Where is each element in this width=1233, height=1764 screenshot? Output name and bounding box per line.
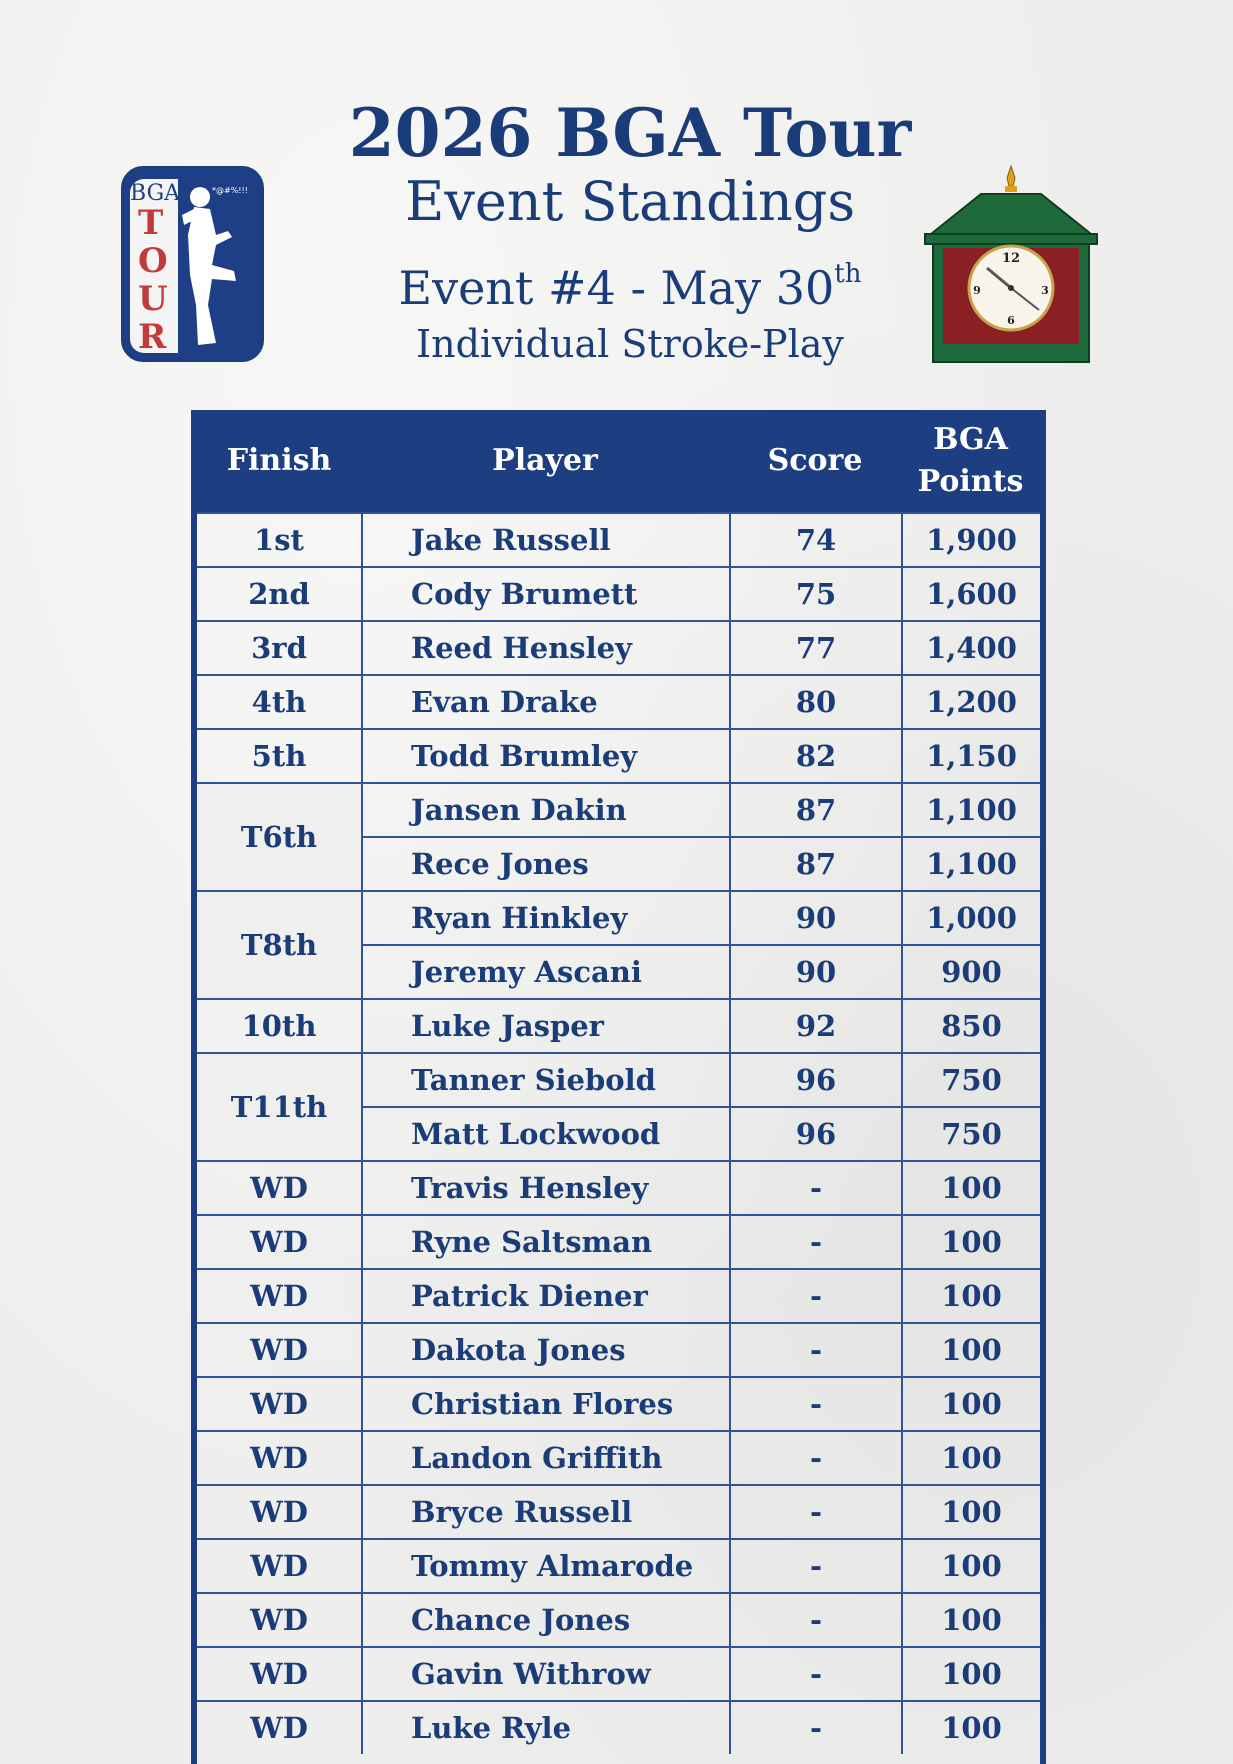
header-finish: Finish: [226, 443, 332, 478]
header-points: [901, 410, 1040, 512]
finish-cell: WD: [250, 1333, 308, 1367]
score-cell: -: [729, 1216, 901, 1268]
event-name: Event #4 - May 30: [398, 261, 835, 315]
score-cell: -: [729, 1486, 901, 1538]
table-row: [197, 728, 1040, 782]
score-cell: -: [729, 1378, 901, 1430]
standings-table: [191, 410, 1046, 1764]
clock-number-9: 9: [973, 284, 981, 297]
clock-tower-icon: [921, 164, 1101, 364]
event-suffix: th: [834, 259, 862, 289]
points-cell: 100: [901, 1702, 1040, 1754]
points-cell: 1,200: [901, 676, 1040, 728]
points-cell: 850: [901, 1000, 1040, 1052]
points-cell: 100: [901, 1486, 1040, 1538]
points-cell: 1,100: [901, 784, 1040, 836]
event-line: [330, 242, 930, 320]
table-row: [197, 1538, 1040, 1592]
points-cell: 1,600: [901, 568, 1040, 620]
logo-letter-u: U: [138, 279, 168, 319]
table-row: [197, 620, 1040, 674]
golfer-silhouette-icon: [176, 175, 262, 357]
finish-cell: WD: [250, 1711, 308, 1745]
points-cell: 1,400: [901, 622, 1040, 674]
logo-speech-text: *@#%!!!: [212, 186, 248, 195]
finish-cell: 4th: [251, 685, 307, 719]
score-cell: -: [729, 1594, 901, 1646]
table-row: [197, 674, 1040, 728]
finish-cell: WD: [250, 1387, 308, 1421]
points-cell: 100: [901, 1378, 1040, 1430]
table-row: [197, 1268, 1040, 1322]
points-cell: 100: [901, 1432, 1040, 1484]
finish-cell: 5th: [251, 739, 307, 773]
score-cell: 96: [729, 1054, 901, 1106]
finish-cell: WD: [250, 1495, 308, 1529]
finish-cell: WD: [250, 1603, 308, 1637]
player-cell: Ryan Hinkley: [361, 892, 729, 944]
table-row: [197, 1430, 1040, 1484]
finish-cell: 3rd: [251, 631, 307, 665]
score-cell: -: [729, 1432, 901, 1484]
points-cell: 900: [901, 946, 1040, 998]
player-cell: Patrick Diener: [361, 1270, 729, 1322]
clock-number-3: 3: [1041, 284, 1049, 297]
player-cell: Matt Lockwood: [361, 1108, 729, 1160]
player-cell: Jeremy Ascani: [361, 946, 729, 998]
points-cell: 1,150: [901, 730, 1040, 782]
player-cell: Landon Griffith: [361, 1432, 729, 1484]
finish-cell: WD: [250, 1549, 308, 1583]
score-cell: -: [729, 1324, 901, 1376]
finish-cell: 2nd: [248, 577, 310, 611]
page-title: 2026 BGA Tour: [348, 94, 912, 172]
logo-letter-o: O: [138, 241, 168, 281]
score-cell: 90: [729, 892, 901, 944]
points-cell: 100: [901, 1216, 1040, 1268]
clock-number-6: 6: [1007, 314, 1015, 327]
player-cell: Gavin Withrow: [361, 1648, 729, 1700]
finish-cell: WD: [250, 1441, 308, 1475]
player-cell: Luke Jasper: [361, 1000, 729, 1052]
points-cell: 1,900: [901, 514, 1040, 566]
table-row: [197, 1214, 1040, 1268]
score-cell: 92: [729, 1000, 901, 1052]
finish-cell: WD: [250, 1225, 308, 1259]
tied-finish-cell: T8th: [197, 892, 361, 998]
clock-number-12: 12: [1001, 251, 1021, 266]
table-header: [197, 410, 1040, 512]
player-cell: Evan Drake: [361, 676, 729, 728]
tied-finish-cell: T11th: [197, 1054, 361, 1160]
points-cell: 750: [901, 1108, 1040, 1160]
points-cell: 100: [901, 1648, 1040, 1700]
tied-finish-cell: T6th: [197, 784, 361, 890]
score-cell: 90: [729, 946, 901, 998]
player-cell: Ryne Saltsman: [361, 1216, 729, 1268]
score-cell: 77: [729, 622, 901, 674]
header-points-label: BGA Points: [917, 422, 1024, 499]
points-cell: 100: [901, 1594, 1040, 1646]
header-score: Score: [767, 443, 863, 478]
player-cell: Rece Jones: [361, 838, 729, 890]
score-cell: -: [729, 1540, 901, 1592]
player-cell: Jansen Dakin: [361, 784, 729, 836]
logo-letter-t: T: [138, 203, 164, 243]
score-cell: 80: [729, 676, 901, 728]
table-row: [197, 1700, 1040, 1754]
bga-tour-logo: [121, 166, 264, 362]
points-cell: 1,100: [901, 838, 1040, 890]
score-cell: 96: [729, 1108, 901, 1160]
score-cell: -: [729, 1270, 901, 1322]
score-cell: 82: [729, 730, 901, 782]
points-cell: 100: [901, 1324, 1040, 1376]
table-row: [197, 512, 1040, 566]
points-cell: 100: [901, 1162, 1040, 1214]
event-format: Individual Stroke-Play: [416, 322, 844, 366]
finish-cell: 1st: [254, 523, 304, 557]
points-cell: 750: [901, 1054, 1040, 1106]
table-row: [197, 1376, 1040, 1430]
player-cell: Christian Flores: [361, 1378, 729, 1430]
points-cell: 100: [901, 1540, 1040, 1592]
logo-bga-text: BGA: [130, 181, 181, 206]
player-cell: Tommy Almarode: [361, 1540, 729, 1592]
player-cell: Bryce Russell: [361, 1486, 729, 1538]
score-cell: -: [729, 1702, 901, 1754]
title-block: [330, 94, 930, 368]
player-cell: Todd Brumley: [361, 730, 729, 782]
player-cell: Chance Jones: [361, 1594, 729, 1646]
table-row: [197, 1322, 1040, 1376]
player-cell: Dakota Jones: [361, 1324, 729, 1376]
score-cell: 87: [729, 838, 901, 890]
score-cell: 87: [729, 784, 901, 836]
player-cell: Jake Russell: [361, 514, 729, 566]
score-cell: 74: [729, 514, 901, 566]
score-cell: 75: [729, 568, 901, 620]
table-row: [197, 998, 1040, 1052]
table-row: [197, 1646, 1040, 1700]
finish-cell: WD: [250, 1657, 308, 1691]
player-cell: Cody Brumett: [361, 568, 729, 620]
finish-cell: WD: [250, 1279, 308, 1313]
score-cell: -: [729, 1162, 901, 1214]
score-cell: -: [729, 1648, 901, 1700]
logo-letter-r: R: [138, 317, 167, 357]
player-cell: Luke Ryle: [361, 1702, 729, 1754]
player-cell: Reed Hensley: [361, 622, 729, 674]
table-row: [197, 566, 1040, 620]
player-cell: Travis Hensley: [361, 1162, 729, 1214]
page-subtitle: Event Standings: [404, 170, 856, 233]
header-player: Player: [492, 443, 598, 478]
finish-cell: 10th: [241, 1009, 317, 1043]
table-row: [197, 1160, 1040, 1214]
table-row: [197, 1592, 1040, 1646]
points-cell: 1,000: [901, 892, 1040, 944]
points-cell: 100: [901, 1270, 1040, 1322]
player-cell: Tanner Siebold: [361, 1054, 729, 1106]
table-row: [197, 1484, 1040, 1538]
finish-cell: WD: [250, 1171, 308, 1205]
